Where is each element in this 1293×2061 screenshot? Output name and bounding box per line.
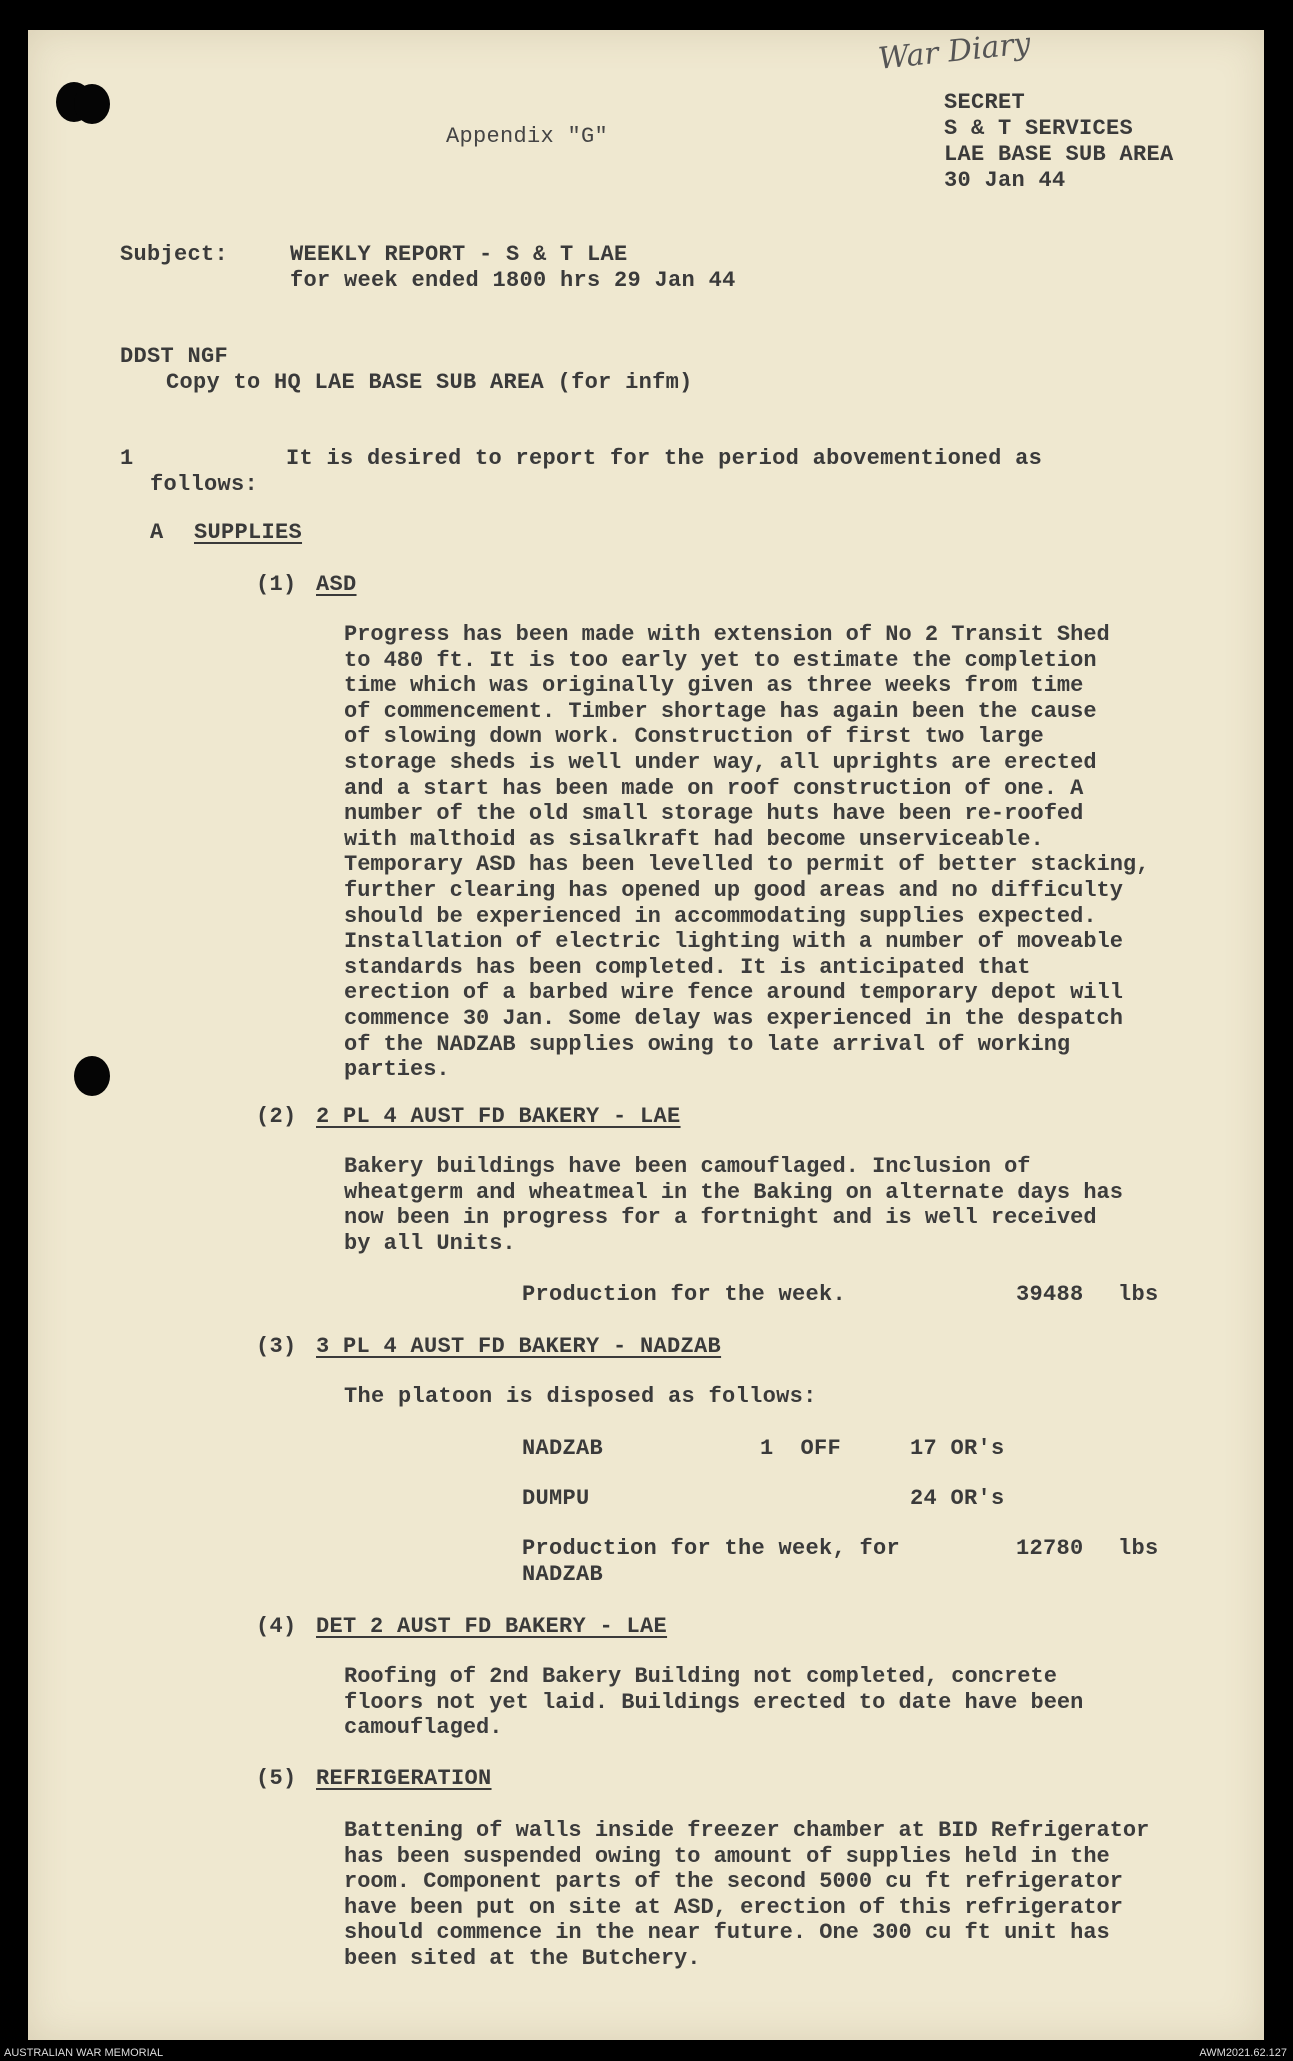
sub-3-production-unit: lbs [1118, 1536, 1159, 1561]
sub-1-text: Progress has been made with extension of No 2 Transit Shed to 480 ft. It is too early yet to estimate the completion time which was originally given as three weeks from time of commencement. Timber shortage has again been the cause of slowing down work. Construction of first two large storage sheds is well under way, all uprights are erected and a start has been made on roof construction of one. A number of the old small storage huts have been re-roofed with malthoid as sisalkraft had become unserviceable. Temporary ASD has been levelled to permit of better stacking, further clearing has opened up good areas and no difficulty should be experienced in accommodating supplies expected. Installation of electric lighting with a number of moveable standards has been completed. It is anticipated that erection of a barbed wire fence around temporary depot will commence 30 Jan. Some delay was experienced in the despatch of the NADZAB supplies owing to late arrival of working parties. [344, 622, 1150, 1083]
appendix-label: Appendix "G" [446, 124, 609, 149]
punch-hole-middle [74, 1056, 110, 1096]
section-a-letter: A [150, 520, 164, 545]
sub-2-title: 2 PL 4 AUST FD BAKERY - LAE [316, 1104, 681, 1129]
para-1-line-1: It is desired to report for the period abovementioned as [286, 446, 1043, 471]
sub-2-text: Bakery buildings have been camouflaged. Inclusion of wheatgerm and wheatmeal in the Baking on alternate days has now been in progress for a fortnight and is well received by all Units. [344, 1154, 1123, 1256]
sub-2-number: (2) [256, 1104, 297, 1129]
sub-2-production-value: 39488 [1016, 1282, 1084, 1307]
sub-1-title: ASD [316, 572, 357, 597]
sub-3-intro: The platoon is disposed as follows: [344, 1384, 817, 1409]
sub-3-production-value: 12780 [1016, 1536, 1084, 1561]
sub-5-number: (5) [256, 1766, 297, 1791]
sub-3-row-2-other-ranks: 24 OR's [910, 1486, 1005, 1511]
subject-line-2: for week ended 1800 hrs 29 Jan 44 [290, 268, 736, 293]
sub-3-production-label: Production for the week, for [522, 1536, 901, 1561]
section-a-title: SUPPLIES [194, 520, 303, 545]
punch-hole-top-2 [74, 84, 110, 124]
sub-3-row-2-place: DUMPU [522, 1486, 590, 1511]
subject-line-1: WEEKLY REPORT - S & T LAE [290, 242, 628, 267]
subject-label: Subject: [120, 242, 229, 267]
copy-to: Copy to HQ LAE BASE SUB AREA (for infm) [166, 370, 693, 395]
issuing-unit: S & T SERVICES [944, 116, 1134, 141]
sub-2-production-label: Production for the week. [522, 1282, 847, 1307]
sub-2-production-unit: lbs [1118, 1282, 1159, 1307]
issuing-area: LAE BASE SUB AREA [944, 142, 1174, 167]
sub-3-row-1-other-ranks: 17 OR's [910, 1436, 1005, 1461]
handwritten-note: War Diary [876, 26, 1033, 77]
sub-1-number: (1) [256, 572, 297, 597]
sub-5-text: Battening of walls inside freezer chamber at BID Refrigerator has been suspended owing to amount of supplies held in the room. Component parts of the second 5000 cu ft refrigerator have been put on site at ASD, erection of this refrigerator should commence in the near future. One 300 cu ft unit has been sited at the Butchery. [344, 1818, 1150, 1971]
sub-4-number: (4) [256, 1614, 297, 1639]
footer-accession-number: AWM2021.62.127 [1199, 2047, 1287, 2059]
para-1-line-2: follows: [150, 472, 259, 497]
document-date: 30 Jan 44 [944, 168, 1066, 193]
sub-3-number: (3) [256, 1334, 297, 1359]
sub-4-title: DET 2 AUST FD BAKERY - LAE [316, 1614, 668, 1639]
sub-5-title: REFRIGERATION [316, 1766, 492, 1791]
sub-4-text: Roofing of 2nd Bakery Building not completed, concrete floors not yet laid. Buildings erected to date have been camouflaged. [344, 1664, 1084, 1741]
sub-3-row-1-officers: 1 OFF [760, 1436, 842, 1461]
sub-3-title: 3 PL 4 AUST FD BAKERY - NADZAB [316, 1334, 722, 1359]
addressee: DDST NGF [120, 344, 229, 369]
sub-3-row-1-place: NADZAB [522, 1436, 604, 1461]
sub-3-production-label-2: NADZAB [522, 1562, 604, 1587]
footer-institution: AUSTRALIAN WAR MEMORIAL [4, 2047, 164, 2059]
classification: SECRET [944, 90, 1026, 115]
para-1-number: 1 [120, 446, 134, 471]
